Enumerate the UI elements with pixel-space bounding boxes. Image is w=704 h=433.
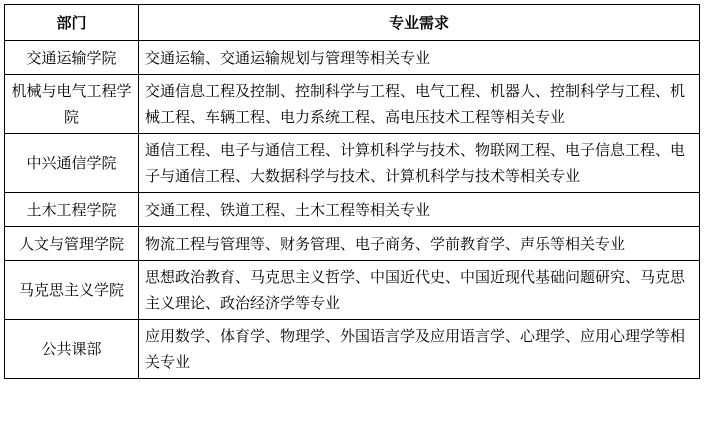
table-row [5,134,700,193]
table-row [5,75,700,134]
requirement-cell: 应用数学、体育学、物理学、外国语言学及应用语言学、心理学、应用心理学等相关专业 [139,320,700,379]
table-header-row [5,5,700,41]
department-cell: 人文与管理学院 [5,227,139,261]
department-cell: 机械与电气工程学院 [5,75,139,134]
requirements-table [4,4,700,379]
table-row [5,227,700,261]
requirement-cell: 交通工程、铁道工程、土木工程等相关专业 [139,193,700,227]
requirement-cell: 物流工程与管理等、财务管理、电子商务、学前教育学、声乐等相关专业 [139,227,700,261]
table-row [5,261,700,320]
department-cell: 公共课部 [5,320,139,379]
header-department: 部门 [5,5,139,41]
table-row [5,193,700,227]
requirement-cell: 交通运输、交通运输规划与管理等相关专业 [139,41,700,75]
table-row [5,320,700,379]
table-row [5,41,700,75]
department-cell: 中兴通信学院 [5,134,139,193]
department-cell: 马克思主义学院 [5,261,139,320]
requirement-cell: 交通信息工程及控制、控制科学与工程、电气工程、机器人、控制科学与工程、机械工程、车辆工程、电力系统工程、高电压技术工程等相关专业 [139,75,700,134]
requirement-cell: 通信工程、电子与通信工程、计算机科学与技术、物联网工程、电子信息工程、电子与通信工程、大数据科学与技术、计算机科学与技术等相关专业 [139,134,700,193]
header-requirement: 专业需求 [139,5,700,41]
department-cell: 土木工程学院 [5,193,139,227]
requirement-cell: 思想政治教育、马克思主义哲学、中国近代史、中国近现代基础问题研究、马克思主义理论、政治经济学等专业 [139,261,700,320]
department-cell: 交通运输学院 [5,41,139,75]
